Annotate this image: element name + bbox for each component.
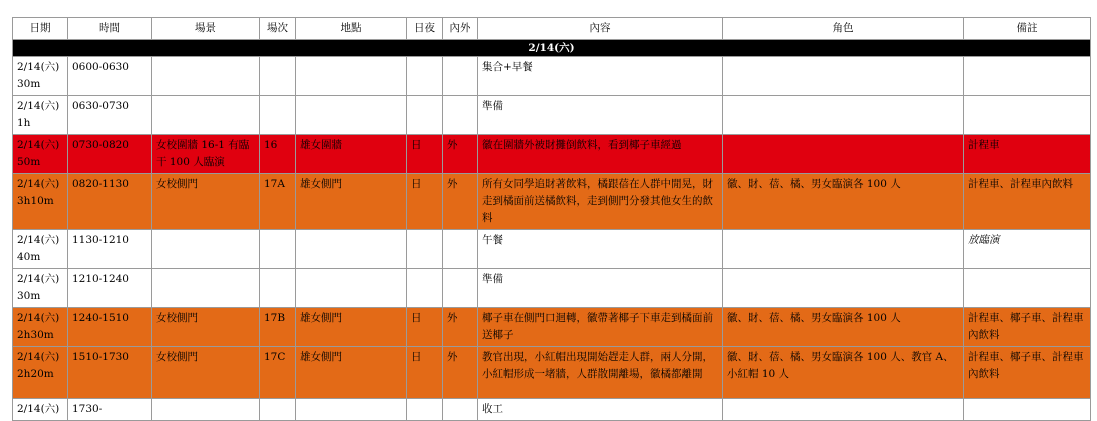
duration-text: 2h30m [17, 329, 54, 341]
cell-notes: 計程車、椰子車、計程車內飲料 [964, 308, 1091, 347]
cell-location [296, 269, 407, 308]
cell-date [13, 57, 68, 96]
cell-date [13, 230, 68, 269]
cell-location: 雄女側門 [296, 174, 407, 230]
cell-scene: 女校側門 [152, 308, 260, 347]
cell-scene-number [260, 269, 296, 308]
cell-scene-number: 17A [260, 174, 296, 230]
header-content: 內容 [478, 18, 723, 40]
cell-content: 收工 [478, 399, 723, 421]
header-row [13, 18, 1091, 40]
table-row [13, 135, 1091, 174]
cell-scene [152, 269, 260, 308]
date-text: 2/14(六) [17, 61, 60, 73]
cell-interior-exterior: 外 [443, 308, 478, 347]
cell-scene [152, 399, 260, 421]
cell-content: 徽在圍牆外被財攤倒飲料，看到椰子車經過 [478, 135, 723, 174]
cell-interior-exterior: 外 [443, 135, 478, 174]
cell-roles [723, 57, 964, 96]
duration-text: 50m [17, 156, 41, 168]
cell-date [13, 135, 68, 174]
cell-interior-exterior [443, 57, 478, 96]
cell-content: 所有女同學追財著飲料，橘跟蓓在人群中閒晃，財走到橘面前送橘飲料，走到側門分發其他女生的飲料 [478, 174, 723, 230]
cell-day-night [407, 269, 443, 308]
cell-scene [152, 230, 260, 269]
cell-notes [964, 269, 1091, 308]
cell-roles [723, 269, 964, 308]
cell-day-night: 日 [407, 308, 443, 347]
table-row [13, 174, 1091, 230]
cell-interior-exterior [443, 269, 478, 308]
cell-notes: 計程車 [964, 135, 1091, 174]
cell-location: 雄女側門 [296, 308, 407, 347]
duration-text: 3h10m [17, 195, 54, 207]
cell-scene-number [260, 96, 296, 135]
header-location: 地點 [296, 18, 407, 40]
cell-day-night [407, 96, 443, 135]
cell-date [13, 96, 68, 135]
header-notes: 備註 [964, 18, 1091, 40]
cell-roles: 徽、財、蓓、橘、男女臨演各 100 人 [723, 308, 964, 347]
table-row [13, 96, 1091, 135]
cell-location: 雄女側門 [296, 347, 407, 399]
cell-interior-exterior [443, 399, 478, 421]
cell-roles [723, 399, 964, 421]
cell-scene-number: 17B [260, 308, 296, 347]
date-text: 2/14(六) [17, 403, 60, 415]
cell-date [13, 347, 68, 399]
duration-text: 40m [17, 251, 41, 263]
table-row [13, 308, 1091, 347]
table-row [13, 230, 1091, 269]
header-date: 日期 [13, 18, 68, 40]
cell-content: 準備 [478, 96, 723, 135]
header-interior-exterior: 內外 [443, 18, 478, 40]
cell-location [296, 399, 407, 421]
cell-date [13, 174, 68, 230]
header-scene-number: 場次 [260, 18, 296, 40]
cell-date [13, 308, 68, 347]
cell-time: 0600-0630 [68, 57, 152, 96]
cell-scene-number [260, 230, 296, 269]
duration-text: 2h20m [17, 368, 54, 380]
cell-scene-number: 17C [260, 347, 296, 399]
table-row [13, 399, 1091, 421]
cell-scene-number [260, 57, 296, 96]
cell-day-night [407, 230, 443, 269]
date-text: 2/14(六) [17, 178, 60, 190]
cell-time: 0730-0820 [68, 135, 152, 174]
cell-location [296, 96, 407, 135]
cell-date [13, 269, 68, 308]
cell-scene: 女校側門 [152, 174, 260, 230]
schedule-table [12, 17, 1091, 421]
date-text: 2/14(六) [17, 100, 60, 112]
cell-day-night [407, 399, 443, 421]
duration-text: 1h [17, 117, 31, 129]
table-row [13, 57, 1091, 96]
cell-content: 教官出現，小紅帽出現開始趕走人群，兩人分開，小紅帽形成一堵牆，人群散開離場，徽橘都離開 [478, 347, 723, 399]
cell-content: 集合+早餐 [478, 57, 723, 96]
date-text: 2/14(六) [17, 273, 60, 285]
cell-day-night: 日 [407, 174, 443, 230]
header-time: 時間 [68, 18, 152, 40]
cell-interior-exterior [443, 230, 478, 269]
cell-time: 1130-1210 [68, 230, 152, 269]
cell-day-night: 日 [407, 347, 443, 399]
cell-day-night: 日 [407, 135, 443, 174]
header-roles: 角色 [723, 18, 964, 40]
cell-time: 0630-0730 [68, 96, 152, 135]
cell-interior-exterior: 外 [443, 174, 478, 230]
cell-scene [152, 57, 260, 96]
cell-location: 雄女圍牆 [296, 135, 407, 174]
cell-notes: 計程車、計程車內飲料 [964, 174, 1091, 230]
cell-roles [723, 96, 964, 135]
cell-content: 椰子車在側門口迴轉，徽帶著椰子下車走到橘面前送椰子 [478, 308, 723, 347]
table-row [13, 347, 1091, 399]
cell-scene-number [260, 399, 296, 421]
duration-text: 30m [17, 78, 41, 90]
cell-scene: 女校圍牆 16-1 有臨干 100 人臨演 [152, 135, 260, 174]
date-text: 2/14(六) [17, 312, 60, 324]
cell-interior-exterior: 外 [443, 347, 478, 399]
duration-text: 30m [17, 290, 41, 302]
cell-roles [723, 135, 964, 174]
cell-date [13, 399, 68, 421]
date-text: 2/14(六) [17, 351, 60, 363]
cell-time: 0820-1130 [68, 174, 152, 230]
header-day-night: 日夜 [407, 18, 443, 40]
cell-notes: 計程車、椰子車、計程車內飲料 [964, 347, 1091, 399]
cell-time: 1210-1240 [68, 269, 152, 308]
cell-scene-number: 16 [260, 135, 296, 174]
date-band-row [13, 40, 1091, 57]
cell-location [296, 230, 407, 269]
cell-time: 1510-1730 [68, 347, 152, 399]
cell-notes [964, 57, 1091, 96]
cell-interior-exterior [443, 96, 478, 135]
header-scene: 場景 [152, 18, 260, 40]
cell-content: 午餐 [478, 230, 723, 269]
cell-notes [964, 96, 1091, 135]
cell-roles: 徽、財、蓓、橘、男女臨演各 100 人 [723, 174, 964, 230]
cell-time: 1240-1510 [68, 308, 152, 347]
cell-notes [964, 399, 1091, 421]
cell-time: 1730- [68, 399, 152, 421]
cell-notes: 放臨演 [964, 230, 1091, 269]
cell-day-night [407, 57, 443, 96]
cell-location [296, 57, 407, 96]
date-text: 2/14(六) [17, 234, 60, 246]
cell-roles [723, 230, 964, 269]
cell-scene [152, 96, 260, 135]
cell-content: 準備 [478, 269, 723, 308]
date-text: 2/14(六) [17, 139, 60, 151]
table-row [13, 269, 1091, 308]
cell-roles: 徽、財、蓓、橘、男女臨演各 100 人、教官 A、小紅帽 10 人 [723, 347, 964, 399]
date-band: 2/14(六) [13, 40, 1091, 57]
cell-scene: 女校側門 [152, 347, 260, 399]
